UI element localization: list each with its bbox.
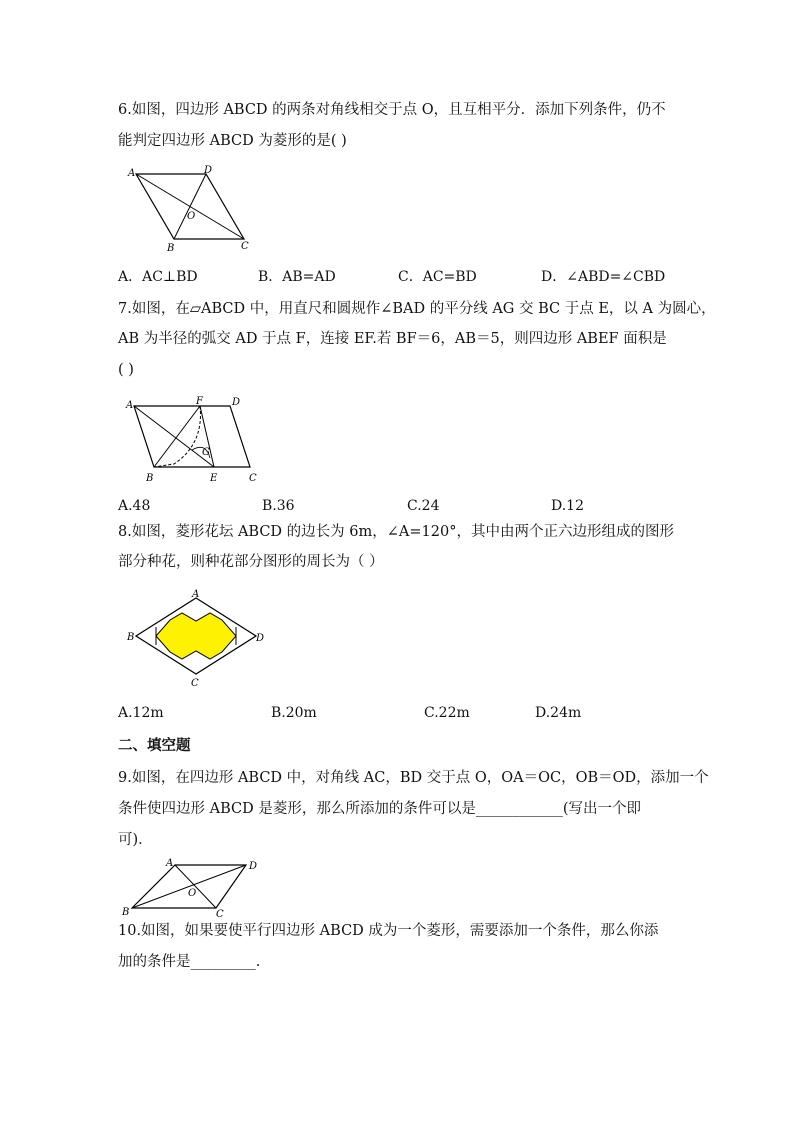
q7-label-b: B bbox=[146, 473, 154, 484]
q9-label-a: A bbox=[166, 858, 174, 869]
q7-text-line1: 7.如图，在▱ABCD 中，用直尺和圆规作∠BAD 的平分线 AG 交 BC 于点 E，以 A 为圆心， bbox=[118, 301, 716, 317]
q9-diagonal-bd bbox=[132, 865, 246, 908]
q8-label-c: C bbox=[191, 678, 199, 689]
q6-text-line1: 6.如图，四边形 ABCD 的两条对角线相交于点 O，且互相平分．添加下列条件，仍不 bbox=[118, 102, 666, 118]
q7-parallelogram bbox=[134, 406, 250, 467]
q6-label-o: O bbox=[187, 211, 196, 222]
q6-option-a: A．AC⊥BD bbox=[118, 269, 198, 285]
q6-label-c: C bbox=[241, 241, 249, 252]
q7-label-f: F bbox=[196, 396, 203, 407]
q6-option-d: D．∠ABD=∠CBD bbox=[541, 269, 666, 285]
q9-text-line3: 可)． bbox=[118, 832, 153, 848]
q7-option-b: B.36 bbox=[262, 498, 295, 514]
q7-option-c: C.24 bbox=[407, 498, 440, 514]
q7-label-g: G bbox=[202, 447, 210, 458]
q10-text-line1: 10.如图，如果要使平行四边形 ABCD 成为一个菱形，需要添加一个条件，那么你添 bbox=[118, 923, 659, 939]
q9-label-d: D bbox=[249, 861, 258, 872]
q8-figure bbox=[124, 586, 270, 690]
q9-label-c: C bbox=[216, 909, 224, 918]
q9-figure bbox=[118, 856, 268, 918]
q6-option-b: B．AB=AD bbox=[258, 269, 336, 285]
q8-text-line2: 部分种花，则种花部分图形的周长为（ ） bbox=[118, 554, 384, 570]
q7-label-a: A bbox=[126, 400, 134, 411]
q6-label-a: A bbox=[128, 168, 136, 179]
q6-diagonal-bd bbox=[174, 174, 206, 239]
q10-text-line2: 加的条件是_________. bbox=[118, 954, 261, 970]
q7-option-a: A.48 bbox=[118, 498, 151, 514]
section-heading-fill-in: 二、填空题 bbox=[118, 738, 191, 754]
q7-label-c: C bbox=[249, 473, 257, 484]
q8-option-a: A.12m bbox=[118, 705, 164, 721]
q7-text-line2: AB 为半径的弧交 AD 于点 F，连接 EF.若 BF＝6，AB＝5，则四边形 ABEF 面积是 bbox=[118, 331, 667, 347]
q7-option-d: D.12 bbox=[551, 498, 584, 514]
q6-label-b: B bbox=[167, 243, 175, 254]
q6-option-c: C．AC=BD bbox=[398, 269, 477, 285]
q9-diagonal-ac bbox=[175, 865, 216, 908]
q7-text-line3: ( ) bbox=[118, 362, 134, 378]
q8-label-b: B bbox=[127, 632, 135, 643]
q8-text-line1: 8.如图，菱形花坛 ABCD 的边长为 6m，∠A=120°，其中由两个正六边形组成的图形 bbox=[118, 524, 674, 540]
q7-label-d: D bbox=[232, 397, 241, 408]
q8-label-a: A bbox=[192, 589, 200, 600]
q9-text-line2: 条件使四边形 ABCD 是菱形，那么所添加的条件可以是____________(写出一个即 bbox=[118, 801, 641, 817]
q9-text-line1: 9.如图，在四边形 ABCD 中，对角线 AC，BD 交于点 O，OA＝OC，OB＝OD，添加一个 bbox=[118, 770, 709, 786]
q9-label-o: O bbox=[188, 888, 197, 899]
q9-label-b: B bbox=[122, 907, 130, 918]
q8-flower-region bbox=[156, 613, 236, 659]
q7-label-e: E bbox=[210, 473, 218, 484]
q6-figure bbox=[120, 160, 260, 256]
q8-option-c: C.22m bbox=[424, 705, 470, 721]
q8-label-d: D bbox=[256, 633, 265, 644]
q6-text-line2: 能判定四边形 ABCD 为菱形的是( ) bbox=[118, 133, 347, 149]
q8-option-b: B.20m bbox=[271, 705, 317, 721]
q7-figure bbox=[120, 392, 270, 486]
q8-option-d: D.24m bbox=[535, 705, 582, 721]
q6-label-d: D bbox=[204, 165, 213, 176]
q7-segment-bf bbox=[154, 406, 200, 467]
